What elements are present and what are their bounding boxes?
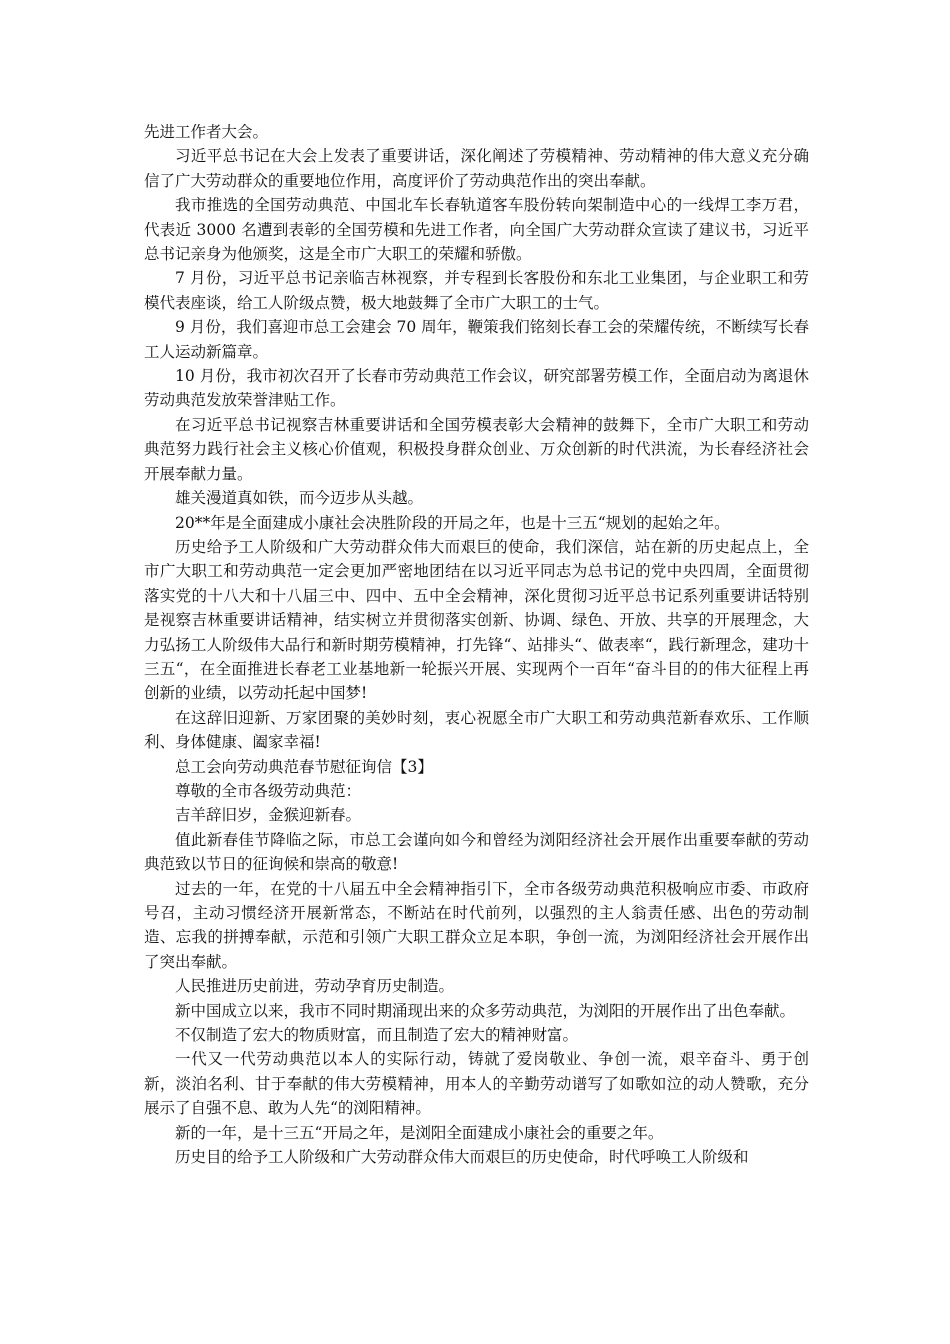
paragraph: 20**年是全面建成小康社会决胜阶段的开局之年，也是十三五“规划的起始之年。	[175, 513, 730, 532]
paragraph: 新中国成立以来，我市不同时期涌现出来的众多劳动典范，为浏阳的开展作出了出色奉献。	[175, 1001, 796, 1020]
paragraph: 在这辞旧迎新、万家团聚的美妙时刻，衷心祝愿全市广大职工和劳动典范新春欢乐、工作顺利、身体健康、阖家幸福!	[144, 708, 809, 752]
paragraph: 习近平总书记在大会上发表了重要讲话，深化阐述了劳模精神、劳动精神的伟大意义充分确信了广大劳动群众的重要地位作用，高度评价了劳动典范作出的突出奉献。	[144, 147, 809, 190]
paragraph: 先进工作者大会。	[144, 123, 269, 141]
paragraph: 一代又一代劳动典范以本人的实际行动，铸就了爱岗敬业、争创一流，艰辛奋斗、勇于创新，淡泊名利、甘于奉献的伟大劳模精神，用本人的辛勤劳动谱写了如歌如泣的动人赞歌，充分展示了自强不息、敢为人先“的浏阳精神。	[144, 1050, 809, 1118]
paragraph: 不仅制造了宏大的物质财富，而且制造了宏大的精神财富。	[175, 1026, 579, 1045]
document-body	[144, 120, 809, 1169]
paragraph: 过去的一年，在党的十八届五中全会精神指引下，全市各级劳动典范积极响应市委、市政府号召，主动习惯经济开展新常态，不断站在时代前列，以强烈的主人翁责任感、出色的劳动制造、忘我的拼搏奉献，示范和引领广大职工群众立足本职，争创一流，为浏阳经济社会开展作出了突出奉献。	[144, 879, 809, 971]
paragraph: 在习近平总书记视察吉林重要讲话和全国劳模表彰大会精神的鼓舞下，全市广大职工和劳动典范努力践行社会主义核心价值观，积极投身群众创业、万众创新的时代洪流，为长春经济社会开展奉献力量。	[144, 415, 809, 483]
paragraph: 吉羊辞旧岁，金猴迎新春。	[175, 806, 362, 825]
paragraph: 值此新春佳节降临之际，市总工会谨向如今和曾经为浏阳经济社会开展作出重要奉献的劳动典范致以节日的征询候和崇高的敬意!	[144, 830, 809, 874]
paragraph: 9 月份，我们喜迎市总工会建会 70 周年，鞭策我们铭刻长春工会的荣耀传统，不断续写长春工人运动新篇章。	[144, 318, 809, 361]
paragraph: 雄关漫道真如铁，而今迈步从头越。	[175, 489, 424, 508]
paragraph: 7 月份，习近平总书记亲临吉林视察，并专程到长客股份和东北工业集团，与企业职工和劳模代表座谈，给工人阶级点赞，极大地鼓舞了全市广大职工的士气。	[144, 269, 809, 312]
paragraph: 历史目的给予工人阶级和广大劳动群众伟大而艰巨的历史使命，时代呼唤工人阶级和	[175, 1148, 749, 1167]
paragraph: 总工会向劳动典范春节慰征询信【3】	[175, 757, 433, 776]
paragraph: 尊敬的全市各级劳动典范：	[175, 781, 362, 800]
paragraph: 历史给予工人阶级和广大劳动群众伟大而艰巨的使命，我们深信，站在新的历史起点上，全市广大职工和劳动典范一定会更加严密地团结在以习近平同志为总书记的党中央四周，全面贯彻落实党的十八大和十八届三中、四中、五中全会精神，深化贯彻习近平总书记系列重要讲话特别是视察吉林重要讲话精神，结实树立并贯彻落实创新、协调、绿色、开放、共享的开展理念，大力弘扬工人阶级伟大品行和新时期劳模精神，打先锋“、站排头“、做表率“，践行新理念，建功十三五“，在全面推进长春老工业基地新一轮振兴开展、实现两个一百年“奋斗目的的伟大征程上再创新的业绩，以劳动托起中国梦!	[144, 537, 809, 703]
paragraph: 新的一年，是十三五“开局之年，是浏阳全面建成小康社会的重要之年。	[175, 1123, 664, 1142]
paragraph: 我市推选的全国劳动典范、中国北车长春轨道客车股份转向架制造中心的一线焊工李万君，代表近 3000 名遭到表彰的全国劳模和先进工作者，向全国广大劳动群众宣读了建议书，习近平总书记亲身为他颁奖，这是全市广大职工的荣耀和骄傲。	[144, 196, 809, 264]
paragraph: 人民推进历史前进，劳动孕育历史制造。	[175, 977, 455, 996]
paragraph: 10 月份，我市初次召开了长春市劳动典范工作会议，研究部署劳模工作，全面启动为离退休劳动典范发放荣誉津贴工作。	[144, 367, 809, 410]
